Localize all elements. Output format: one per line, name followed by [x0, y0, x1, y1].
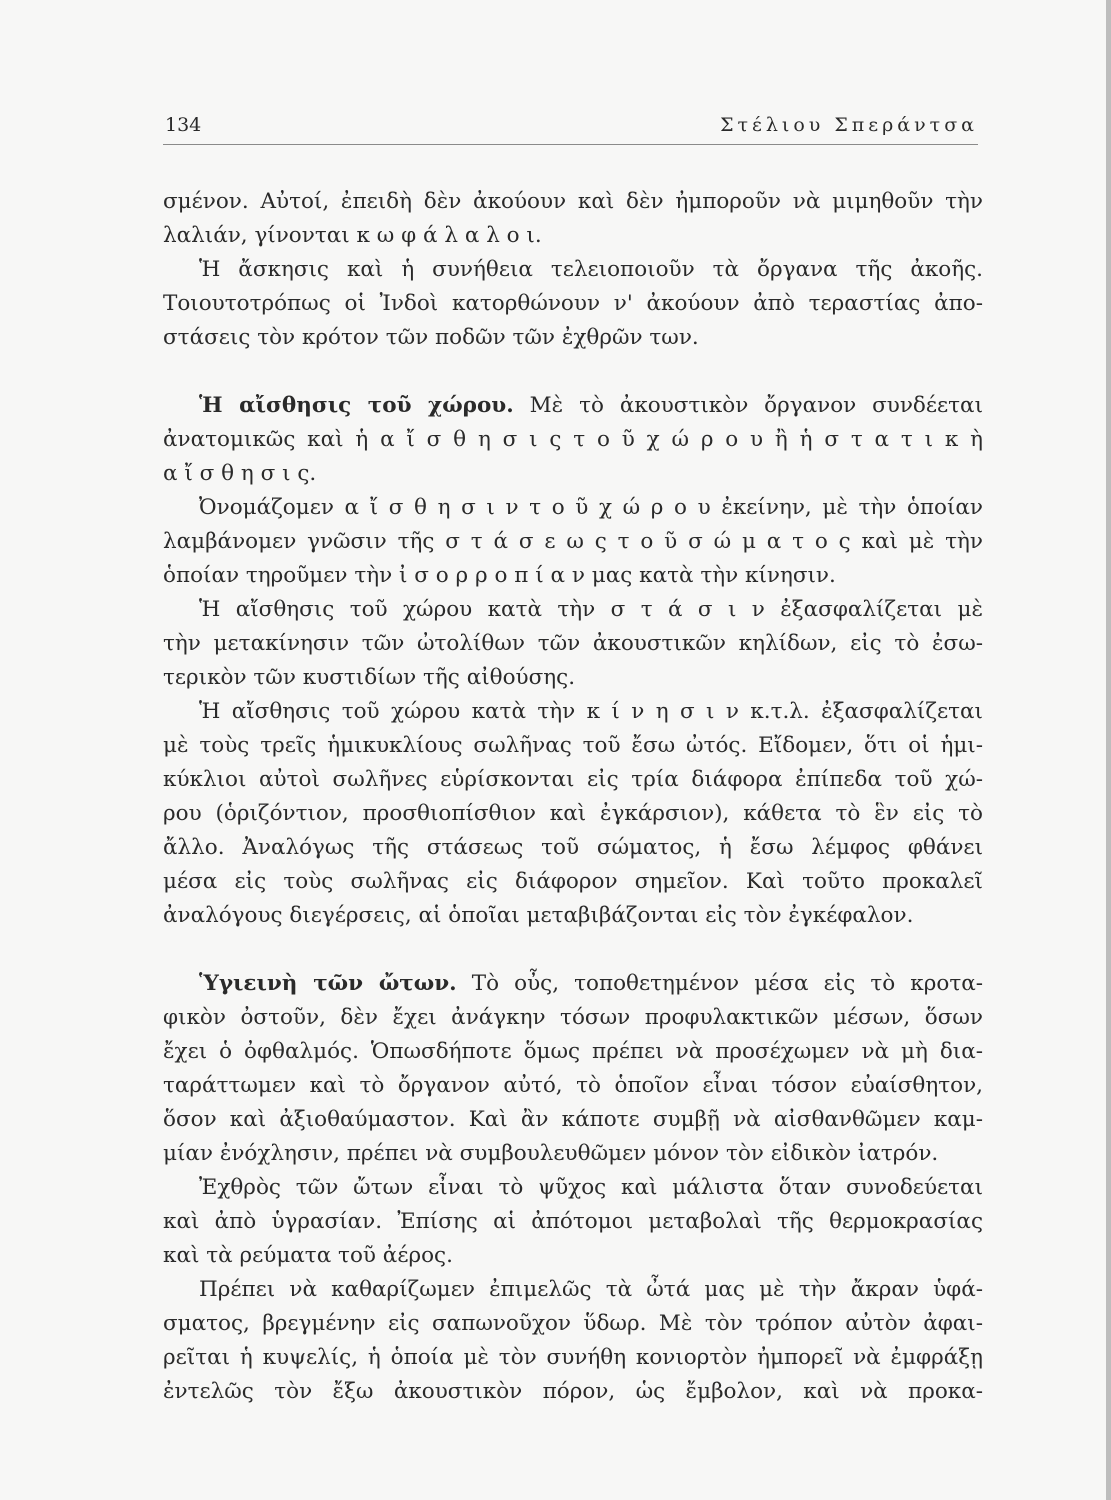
text-line: α ἴ σ θ η σ ι ς. [163, 461, 317, 486]
section-heading-ear-hygiene: Ὑγιεινὴ τῶν ὤτων. [199, 971, 457, 996]
text-line: κύκλιοι αὐτοὶ σωλῆνες εὑρίσκονται εἰς τρία διάφορα ἐπίπεδα τοῦ χώ- [163, 767, 983, 792]
page-edge-shadow [1106, 0, 1111, 1500]
text-line: σματος, βρεγμένην εἰς σαπωνοῦχον ὕδωρ. Μὲ τὸν τρόπον αὐτὸν ἀφαι- [163, 1311, 983, 1336]
text-line: Ἡ αἴσθησις τοῦ χώρου κατὰ τὴν κ ί ν η σ ι ν κ.τ.λ. ἐξασφαλίζεται [199, 699, 983, 724]
text-run: Τὸ οὖς, τοποθετημένον μέσα εἰς τὸ κροτα- [456, 971, 984, 996]
text-line: ἔχει ὁ ὀφθαλμός. Ὁπωσδήποτε ὅμως πρέπει νὰ προσέχωμεν νὰ μὴ δια- [163, 1039, 983, 1064]
text-line: καὶ ἀπὸ ὑγρασίαν. Ἐπίσης αἱ ἀπότομοι μεταβολαὶ τῆς θερμοκρασίας [163, 1209, 983, 1234]
text-line: Ἡ ἄσκησις καὶ ἡ συνήθεια τελειοποιοῦν τὰ ὄργανα τῆς ἀκοῆς. [199, 257, 983, 282]
section-spacer [163, 355, 983, 389]
text-line: Ἡ αἴσθησις τοῦ χώρου κατὰ τὴν σ τ ά σ ι ν ἐξασφαλίζεται μὲ [199, 597, 983, 622]
text-line: φικὸν ὀστοῦν, δὲν ἔχει ἀνάγκην τόσων προφυλακτικῶν μέσων, ὅσων [163, 1005, 983, 1030]
text-line: μίαν ἐνόχλησιν, πρέπει νὰ συμβουλευθῶμεν μόνον τὸν εἰδικὸν ἰατρόν. [163, 1141, 939, 1166]
text-line: Ἐχθρὸς τῶν ὤτων εἶναι τὸ ψῦχος καὶ μάλιστα ὅταν συνοδεύεται [199, 1175, 983, 1200]
body-text [163, 185, 983, 1409]
page-number: 134 [165, 114, 202, 136]
text-run: Μὲ τὸ ἀκουστικὸν ὄργανον συνδέεται [513, 393, 984, 418]
text-line: μέσα εἰς τοὺς σωλῆνας εἰς διάφορον σημεῖον. Καὶ τοῦτο προκαλεῖ [163, 869, 983, 894]
text-line: Πρέπει νὰ καθαρίζωμεν ἐπιμελῶς τὰ ὦτά μας μὲ τὴν ἄκραν ὑφά- [199, 1277, 983, 1302]
text-line: τὴν μετακίνησιν τῶν ὠτολίθων τῶν ἀκουστικῶν κηλίδων, εἰς τὸ ἐσω- [163, 631, 983, 656]
text-line: λαμβάνομεν γνῶσιν τῆς σ τ ά σ ε ω ς τ ο ῦ σ ώ μ α τ ο ς καὶ μὲ τὴν [163, 529, 983, 554]
section-heading-space-sense: Ἡ αἴσθησις τοῦ χώρου. [199, 393, 514, 418]
running-head: Στέλιου Σπεράντσα [720, 114, 978, 136]
page-header [163, 108, 978, 145]
text-line: λαλιάν, γίνονται κ ω φ ά λ α λ ο ι. [163, 223, 542, 248]
text-line: ἄλλο. Ἀναλόγως τῆς στάσεως τοῦ σώματος, ἡ ἔσω λέμφος φθάνει [163, 835, 983, 860]
text-line: ταράττωμεν καὶ τὸ ὄργανον αὐτό, τὸ ὁποῖον εἶναι τόσον εὐαίσθητον, [163, 1073, 983, 1098]
text-line: στάσεις τὸν κρότον τῶν ποδῶν τῶν ἐχθρῶν των. [163, 325, 699, 350]
text-line: ρεῖται ἡ κυψελίς, ἡ ὁποία μὲ τὸν συνήθη κονιορτὸν ἠμπορεῖ νὰ ἐμφράξῃ [163, 1345, 983, 1370]
text-line: ὁποίαν τηροῦμεν τὴν ἰ σ ο ρ ρ ο π ί α ν μας κατὰ τὴν κίνησιν. [163, 563, 836, 588]
text-line: ἐντελῶς τὸν ἔξω ἀκουστικὸν πόρον, ὡς ἔμβολον, καὶ νὰ προκα- [163, 1379, 983, 1404]
text-line: καὶ τὰ ρεύματα τοῦ ἀέρος. [163, 1243, 453, 1268]
text-line [163, 967, 983, 1001]
text-line: Ὀνομάζομεν α ἴ σ θ η σ ι ν τ ο ῦ χ ώ ρ ο υ ἐκείνην, μὲ τὴν ὁποίαν [199, 495, 983, 520]
text-line: τερικὸν τῶν κυστιδίων τῆς αἰθούσης. [163, 665, 576, 690]
text-line: ρου (ὁριζόντιον, προσθιοπίσθιον καὶ ἐγκάρσιον), κάθετα τὸ ἓν εἰς τὸ [163, 801, 983, 826]
text-line: Τοιουτοτρόπως οἱ Ἰνδοὶ κατορθώνουν ν' ἀκούουν ἀπὸ τεραστίας ἀπο- [163, 291, 983, 316]
text-line: μὲ τοὺς τρεῖς ἡμικυκλίους σωλῆνας τοῦ ἔσω ὠτός. Εἴδομεν, ὅτι οἱ ἡμι- [163, 733, 983, 758]
text-line: σμένον. Αὐτοί, ἐπειδὴ δὲν ἀκούουν καὶ δὲν ἠμποροῦν νὰ μιμηθοῦν τὴν [163, 189, 983, 214]
text-line: ἀναλόγους διεγέρσεις, αἱ ὁποῖαι μεταβιβάζονται εἰς τὸν ἐγκέφαλον. [163, 903, 914, 928]
text-line [163, 389, 983, 423]
text-line: ὅσον καὶ ἀξιοθαύμαστον. Καὶ ἂν κάποτε συμβῇ νὰ αἰσθανθῶμεν καμ- [163, 1107, 983, 1132]
section-spacer [163, 933, 983, 967]
text-line: ἀνατομικῶς καὶ ἡ α ἴ σ θ η σ ι ς τ ο ῦ χ ώ ρ ο υ ἢ ἡ σ τ α τ ι κ ὴ [163, 427, 983, 452]
